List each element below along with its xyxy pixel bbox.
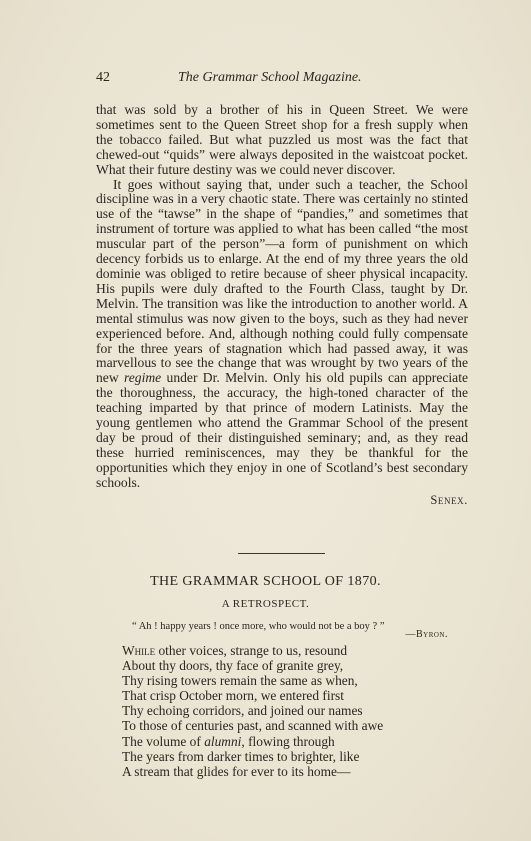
running-title: The Grammar School Magazine. <box>178 70 362 85</box>
section-divider <box>238 553 325 554</box>
poem-line-1 <box>122 643 383 658</box>
poem-line-4: That crisp October morn, we entered first <box>122 688 344 704</box>
article-title: THE GRAMMAR SCHOOL OF 1870. <box>150 574 381 589</box>
paragraph-1: that was sold by a brother of his in Queen Street. We were sometimes sent to the Queen Street shop for a fresh supply when the tobacco failed. But what puzzled us most was the fact that chewed-out “quids” were always deposited in the waistcoat pocket. What their future destiny was we could never discover. <box>96 102 468 177</box>
poem-dropcap-word: While <box>122 643 156 658</box>
poem-line-8: The years from darker times to brighter, like <box>122 748 360 764</box>
epigraph-source: —Byron. <box>405 629 448 640</box>
poem-line-5: Thy echoing corridors, and joined our names <box>122 703 363 719</box>
poem-line-2: About thy doors, thy face of granite grey, <box>122 658 344 674</box>
poem-line-6: To those of centuries past, and scanned with awe <box>122 718 384 734</box>
paragraph-2-text-b: under Dr. Melvin. Only his old pupils can appreciate the thoroughness, the accuracy, the high-toned character of the teaching imparted by that prince of modern Latinists. May the young gentlemen who attend the Grammar School of the present day be proud of their distinguished seminary; and, as they read these hurried reminiscences, may they be thankful for the opportunities which they enjoy in one of Scotland’s best secondary schools. <box>96 370 469 490</box>
article-subtitle: A RETROSPECT. <box>221 598 310 610</box>
poem-line-7-text-a: The volume of <box>122 733 205 749</box>
paragraph-2-text-a: It goes without saying that, under such a teacher, the School discipline was in a very chaotic state. There was certainly no stinted use of the “tawse” in the shape of “pandies,” and sometimes that instrument of torture was applied to what has been called “the most muscular part of the person”—a form of punishment on which decency forbids us to enlarge. At the end of my three years the old dominie was obliged to retire because of sheer physical incapacity. His pupils were duly drafted to the Fourth Class, taught by Dr. Melvin. The transition was like the introduction to another world. A mental stimulus was now given to the boys, such as they had never experienced before. And, although nothing could fully compensate for the three years of stagnation which had passed away, it was marvellous to see the change that was wrought by two years of the new <box>96 176 468 386</box>
author-signature: Senex. <box>430 492 468 507</box>
italic-word-regime: regime <box>123 370 162 386</box>
poem-line-7-text-b: , flowing through <box>241 733 335 749</box>
poem-line-7 <box>122 734 383 749</box>
epigraph: “ Ah ! happy years ! once more, who would not be a boy ? ” <box>132 621 385 632</box>
page-number: 42 <box>96 70 110 85</box>
poem <box>122 643 383 779</box>
previous-article-text <box>96 103 468 507</box>
italic-word-alumni: alumni <box>204 733 242 749</box>
poem-line-3: Thy rising towers remain the same as when, <box>122 673 358 689</box>
poem-line-1-text: other voices, strange to us, resound <box>155 643 348 658</box>
poem-line-9: A stream that glides for ever to its home— <box>122 763 351 779</box>
paragraph-2 <box>96 178 468 491</box>
